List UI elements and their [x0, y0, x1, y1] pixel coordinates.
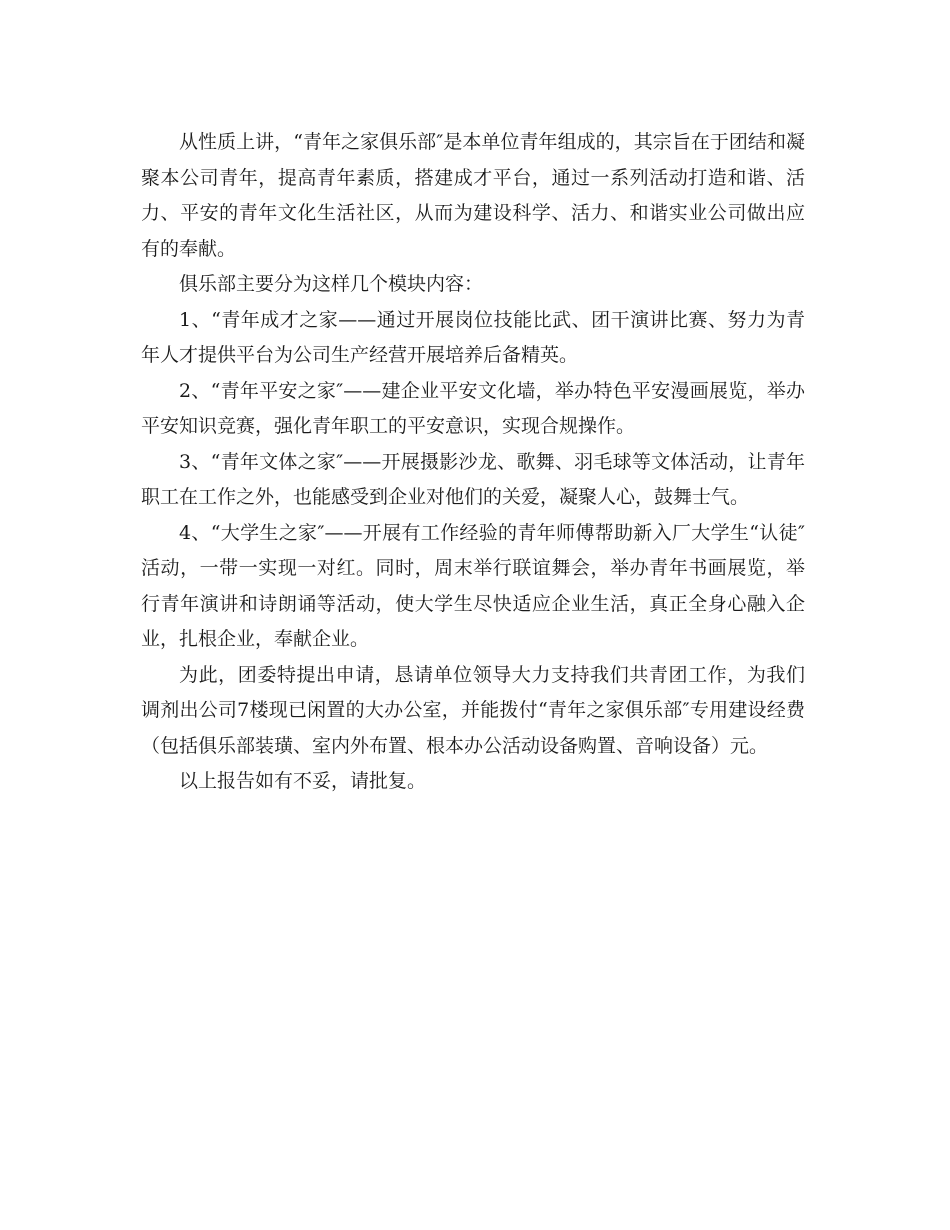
document-body [141, 125, 805, 800]
paragraph-module-culture-sports-home: 3、“青年文体之家″——开展摄影沙龙、歌舞、羽毛球等文体活动，让青年职工在工作之外，也能感受到企业对他们的关爱，凝聚人心，鼓舞士气。 [141, 450, 805, 508]
paragraph-funding-request: 为此，团委特提出申请，恳请单位领导大力支持我们共青团工作，为我们调剂出公司7楼现已闲置的大办公室，并能拨付“青年之家俱乐部″专用建设经费（包括俱乐部装璜、室内外布置、根本办公活动设备购置、音响设备）元。 [141, 663, 805, 757]
paragraph-module-graduate-home: 4、“大学生之家″——开展有工作经验的青年师傅帮助新入厂大学生“认徒″活动，一带一实现一对红。同时，周末举行联谊舞会，举办青年书画展览，举行青年演讲和诗朗诵等活动，使大学生尽快适应企业生活，真正全身心融入企业，扎根企业，奉献企业。 [141, 521, 805, 650]
paragraph-module-talent-home: 1、“青年成才之家——通过开展岗位技能比武、团干演讲比赛、努力为青年人才提供平台为公司生产经营开展培养后备精英。 [141, 308, 805, 366]
paragraph-module-safety-home: 2、“青年平安之家″——建企业平安文化墙，举办特色平安漫画展览，举办平安知识竞赛，强化青年职工的平安意识，实现合规操作。 [141, 379, 805, 437]
paragraph-modules-intro: 俱乐部主要分为这样几个模块内容： [179, 273, 484, 295]
paragraph-club-nature: 从性质上讲，“青年之家俱乐部″是本单位青年组成的，其宗旨在于团结和凝聚本公司青年，提高青年素质，搭建成才平台，通过一系列活动打造和谐、活力、平安的青年文化生活社区，从而为建设科学、活力、和谐实业公司做出应有的奉献。 [141, 131, 805, 260]
paragraph-closing: 以上报告如有不妥，请批复。 [179, 770, 427, 792]
